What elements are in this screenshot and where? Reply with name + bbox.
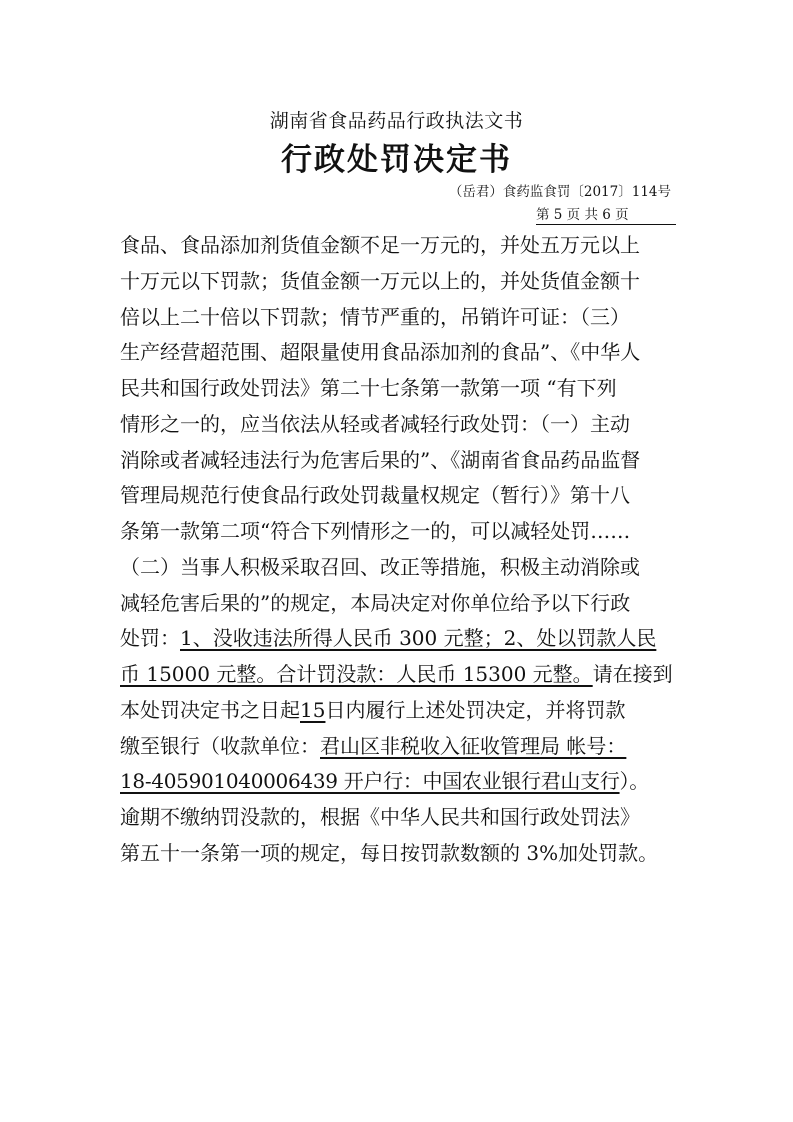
body-line — [120, 729, 680, 765]
deadline-days: 15 — [300, 697, 326, 722]
deadline-prefix: 本处罚决定书之日起 — [120, 697, 300, 722]
body-line — [120, 657, 680, 693]
body-line: 食品、食品添加剂货值金额不足一万元的，并处五万元以上 — [120, 233, 640, 257]
body-line: 十万元以下罚款；货值金额一万元以上的，并处货值金额十 — [120, 268, 640, 293]
body-line: 情形之一的，应当依法从轻或者减轻行政处罚：（一）主动 — [120, 411, 630, 436]
body-line: 消除或者减轻违法行为危害后果的”、《湖南省食品药品监督 — [120, 447, 641, 472]
bank-account-close: ）。 — [619, 769, 649, 794]
body-line: 条第一款第二项“符合下列情形之一的，可以减轻处罚…… — [120, 519, 631, 543]
body-line: 生产经营超范围、超限量使用食品添加剂的食品”、《中华人 — [120, 340, 641, 365]
body-line — [120, 693, 680, 729]
penalty-items: 1、没收违法所得人民币 300 元整；2、处以罚款人民 — [180, 626, 657, 651]
deadline-suffix: 日内履行上述处罚决定，并将罚款 — [325, 697, 626, 722]
payment-instruction: 请在接到 — [592, 662, 673, 686]
payee-label: 缴至银行（收款单位： — [120, 733, 320, 758]
decision-body — [120, 228, 680, 872]
payee-name: 君山区非税收入征收管理局 帐号： — [320, 733, 627, 758]
body-line: 民共和国行政处罚法》第二十七条第一款第一项 “有下列 — [120, 376, 617, 400]
body-line — [120, 621, 680, 657]
body-line: 减轻危害后果的”的规定，本局决定对你单位给予以下行政 — [120, 590, 631, 615]
body-line: 倍以上二十倍以下罚款；情节严重的，吊销许可证：（三） — [120, 304, 630, 329]
body-line — [120, 764, 680, 800]
bank-account: 18-405901040006439 开户行：中国农业银行君山支行 — [120, 769, 620, 794]
penalty-total: 币 15000 元整。合计罚没款：人民币 15300 元整。 — [120, 662, 593, 686]
body-line: 管理局规范行使食品行政处罚裁量权规定（暂行）》第十八 — [120, 483, 630, 508]
document-number: （岳君）食药监食罚〔2017〕114号 — [448, 184, 671, 200]
body-line: （二）当事人积极采取召回、改正等措施，积极主动消除或 — [120, 554, 640, 579]
document-title: 行政处罚决定书 — [281, 142, 512, 178]
agency-heading: 湖南省食品药品行政执法文书 — [269, 110, 524, 132]
page-indicator: 第 5 页 共 6 页 — [536, 203, 676, 225]
penalty-prefix: 处罚： — [120, 626, 180, 651]
body-line: 第五十一条第一项的规定，每日按罚款数额的 3%加处罚款。 — [120, 840, 659, 865]
body-line: 逾期不缴纳罚没款的，根据《中华人民共和国行政处罚法》 — [120, 805, 640, 829]
